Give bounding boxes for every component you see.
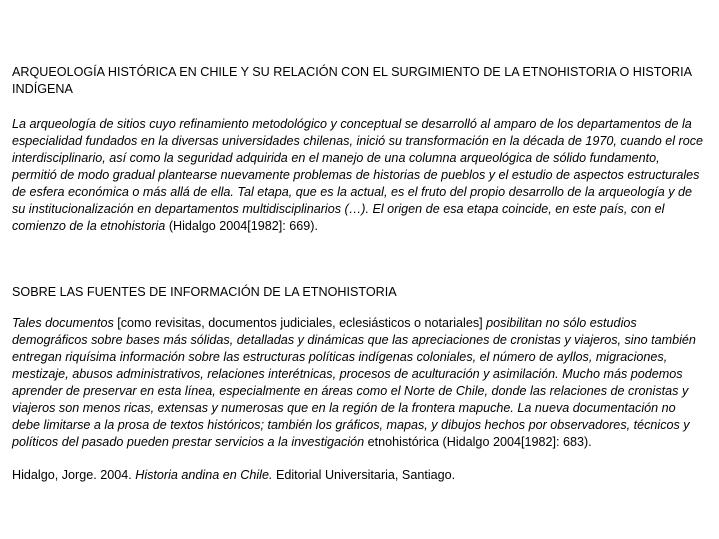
- quote-italic-body: posibilitan no sólo estudios demográficos sobre bases más sólidas, detalladas y dinámicas que las apreciaciones de cronistas y viajeros, sino también entregan riquísima información sobre las estructuras políticas indígenas coloniales, el número de ayllos, migraciones, mestizaje, abusos administrativos, relaciones interétnicas, procesos de aculturación y asimilación. Mucho más podemos aprender de preservar en esta línea, especialmente en áreas como el Norte de Chile, donde las relaciones de cronistas y viajeros son menos ricas, extensas y numerosas que en la región de la frontera mapuche. La nueva documentación no debe limitarse a la prosa de textos históricos; también los gráficos, mapas, y dibujos hechos por observadores, técnicos y políticos del pasado pueden prestar servicios a la investigación: [12, 316, 696, 449]
- quote-italic-start: Tales documentos: [12, 316, 114, 330]
- section-heading-fuentes: SOBRE LAS FUENTES DE INFORMACIÓN DE LA ETNOHISTORIA: [12, 285, 397, 299]
- reference-title: Historia andina en Chile.: [135, 468, 273, 482]
- quote-italic-text: La arqueología de sitios cuyo refinamiento metodológico y conceptual se desarrolló al amparo de los departamentos de la especialidad fundados en la diversas universidades chilenas, inició su transformación en la década de 1970, cuando el roce interdisciplinario, así como la seguridad adquirida en el manejo de una columna arqueológica de sólido fundamento, permitió de modo gradual plantearse nuevamente problemas de historias de pueblos y el estudio de aspectos estructurales de esfera económica o más allá de ella. Tal etapa, que es la actual, es el fruto del propio desarrollo de la arqueología y de su institucionalización en departamentos multidisciplinarios (…). El origen de esa etapa coincide, en este país, con el comienzo de la etnohistoria: [12, 117, 703, 233]
- quote-citation: etnohistórica (Hidalgo 2004[1982]: 683).: [364, 435, 592, 449]
- bibliographic-reference: [12, 467, 704, 484]
- reference-author: Hidalgo, Jorge. 2004.: [12, 468, 136, 482]
- quote-citation: (Hidalgo 2004[1982]: 669).: [165, 219, 318, 233]
- quote-paragraph-fuentes: [12, 315, 704, 451]
- reference-publisher: Editorial Universitaria, Santiago.: [272, 468, 456, 482]
- quote-paragraph-arqueologia: [12, 116, 704, 235]
- quote-bracket-text: [como revisitas, documentos judiciales, eclesiásticos o notariales]: [113, 316, 487, 330]
- section-heading-arqueologia-historica: ARQUEOLOGÍA HISTÓRICA EN CHILE Y SU RELACIÓN CON EL SURGIMIENTO DE LA ETNOHISTORIA O HISTORIA INDÍGENA: [12, 65, 692, 96]
